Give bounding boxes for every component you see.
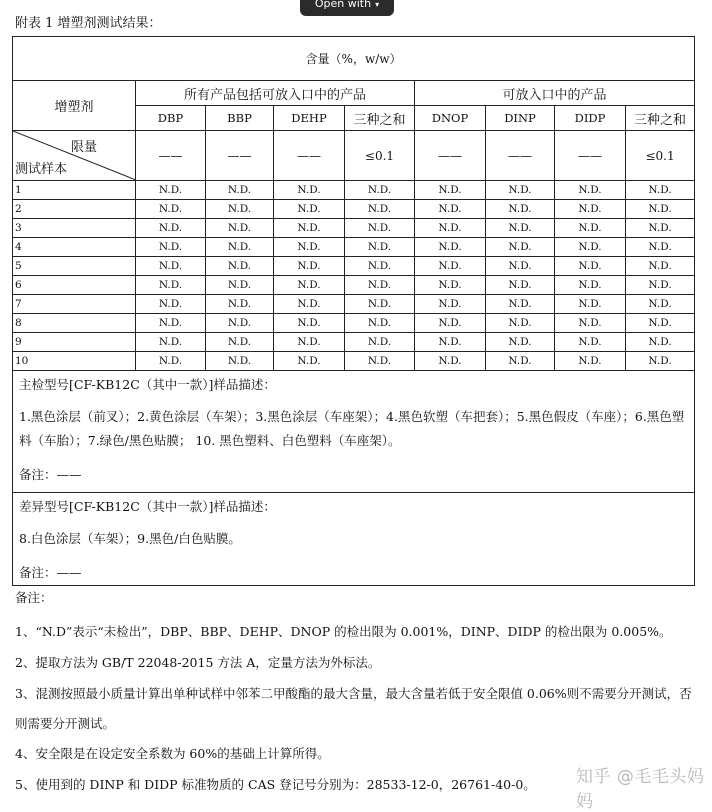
result-cell: N.D. [274, 276, 345, 295]
table-row [13, 352, 695, 371]
result-cell: N.D. [274, 352, 345, 371]
result-cell: N.D. [206, 257, 274, 276]
result-cell: N.D. [136, 276, 206, 295]
result-cell: N.D. [415, 333, 486, 352]
column-header: DEHP [274, 106, 345, 131]
result-cell: N.D. [206, 352, 274, 371]
result-cell: N.D. [345, 257, 415, 276]
limit-cell: ≤0.1 [626, 131, 695, 181]
result-cell: N.D. [136, 219, 206, 238]
result-cell: N.D. [345, 276, 415, 295]
result-cell: N.D. [415, 352, 486, 371]
limit-label: 限量 [70, 140, 97, 155]
result-cell: N.D. [345, 314, 415, 333]
result-cell: N.D. [345, 219, 415, 238]
result-cell: N.D. [345, 352, 415, 371]
table-row [13, 314, 695, 333]
result-cell: N.D. [555, 352, 626, 371]
column-header: DBP [136, 106, 206, 131]
limit-cell: —— [274, 131, 345, 181]
result-cell: N.D. [345, 200, 415, 219]
main-model-description [13, 371, 695, 493]
result-cell: N.D. [274, 181, 345, 200]
table-title: 含量（%，w/w） [13, 37, 695, 81]
limit-cell: —— [555, 131, 626, 181]
result-cell: N.D. [486, 238, 555, 257]
result-cell: N.D. [486, 276, 555, 295]
result-cell: N.D. [136, 238, 206, 257]
result-cell: N.D. [555, 238, 626, 257]
result-cell: N.D. [274, 333, 345, 352]
result-cell: N.D. [136, 257, 206, 276]
result-cell: N.D. [274, 238, 345, 257]
diff-model-title: 差异型号[CF-KB12C（其中一款）]样品描述： [19, 499, 276, 514]
result-cell: N.D. [555, 219, 626, 238]
test-sample-label: 测试样本 [15, 162, 68, 177]
result-cell: N.D. [206, 314, 274, 333]
plasticizer-results-table [12, 36, 695, 586]
result-cell: N.D. [345, 238, 415, 257]
result-cell: N.D. [136, 181, 206, 200]
open-with-button[interactable] [300, 0, 394, 16]
chevron-down-icon: ▾ [375, 0, 380, 9]
result-cell: N.D. [486, 181, 555, 200]
result-cell: N.D. [486, 219, 555, 238]
result-cell: N.D. [206, 295, 274, 314]
result-cell: N.D. [415, 238, 486, 257]
table-row [13, 238, 695, 257]
result-cell: N.D. [626, 181, 695, 200]
result-cell: N.D. [136, 295, 206, 314]
diff-model-note: 备注：—— [19, 565, 82, 580]
result-cell: N.D. [555, 257, 626, 276]
limit-cell: —— [206, 131, 274, 181]
column-header: DINP [486, 106, 555, 131]
result-cell: N.D. [206, 276, 274, 295]
result-cell: N.D. [555, 276, 626, 295]
result-cell: N.D. [206, 219, 274, 238]
result-cell: N.D. [626, 314, 695, 333]
table-row [13, 257, 695, 276]
sample-id: 7 [13, 295, 136, 314]
result-cell: N.D. [626, 352, 695, 371]
result-cell: N.D. [415, 219, 486, 238]
limit-cell: —— [136, 131, 206, 181]
result-cell: N.D. [626, 219, 695, 238]
limit-cell: —— [486, 131, 555, 181]
result-cell: N.D. [345, 333, 415, 352]
table-row [13, 333, 695, 352]
table-row [13, 200, 695, 219]
result-cell: N.D. [486, 352, 555, 371]
table-caption: 附表 1 增塑剂测试结果： [15, 16, 162, 31]
note-item: 1、“N.D”表示“未检出”，DBP、BBP、DEHP、DNOP 的检出限为 0.001%，DINP、DIDP 的检出限为 0.005%。 [15, 624, 672, 639]
result-cell: N.D. [555, 181, 626, 200]
column-header: 三种之和 [626, 106, 695, 131]
result-cell: N.D. [486, 333, 555, 352]
result-cell: N.D. [486, 200, 555, 219]
note-item: 4、安全限是在设定安全系数为 60%的基础上计算所得。 [15, 746, 330, 761]
result-cell: N.D. [206, 200, 274, 219]
column-header: DNOP [415, 106, 486, 131]
result-cell: N.D. [345, 295, 415, 314]
column-header: DIDP [555, 106, 626, 131]
result-cell: N.D. [555, 200, 626, 219]
result-cell: N.D. [136, 314, 206, 333]
result-cell: N.D. [415, 276, 486, 295]
sample-id: 5 [13, 257, 136, 276]
table-row [13, 295, 695, 314]
watermark: 知乎 @毛毛头妈妈 [576, 767, 705, 812]
result-cell: N.D. [626, 257, 695, 276]
result-cell: N.D. [415, 295, 486, 314]
sample-id: 3 [13, 219, 136, 238]
main-model-note: 备注：—— [19, 467, 82, 482]
sample-id: 1 [13, 181, 136, 200]
table-row [13, 219, 695, 238]
note-item: 5、使用到的 DINP 和 DIDP 标准物质的 CAS 登记号分别为：28533-12-0，26761-40-0。 [15, 777, 536, 792]
diff-model-items: 8.白色涂层（车架）；9.黑色/白色贴膜。 [19, 531, 241, 546]
group-header-mouth-products: 可放入口中的产品 [415, 81, 695, 106]
note-item: 2、提取方法为 GB/T 22048-2015 方法 A，定量方法为外标法。 [15, 655, 381, 670]
sample-id: 9 [13, 333, 136, 352]
column-header: 三种之和 [345, 106, 415, 131]
limit-cell: ≤0.1 [345, 131, 415, 181]
result-cell: N.D. [626, 200, 695, 219]
result-cell: N.D. [206, 238, 274, 257]
result-cell: N.D. [206, 333, 274, 352]
table-row [13, 181, 695, 200]
result-cell: N.D. [626, 333, 695, 352]
note-item: 3、混测按照最小质量计算出单种试样中邻苯二甲酸酯的最大含量，最大含量若低于安全限值 0.06%则不需要分开测试，否则需要分开测试。 [15, 686, 692, 731]
diff-model-description [13, 493, 695, 586]
result-cell: N.D. [206, 181, 274, 200]
result-cell: N.D. [626, 295, 695, 314]
result-cell: N.D. [415, 200, 486, 219]
result-cell: N.D. [486, 314, 555, 333]
sample-id: 4 [13, 238, 136, 257]
result-cell: N.D. [136, 333, 206, 352]
result-cell: N.D. [555, 333, 626, 352]
result-cell: N.D. [274, 219, 345, 238]
limit-cell: —— [415, 131, 486, 181]
plasticizer-header: 增塑剂 [13, 81, 136, 131]
group-header-all-products: 所有产品包括可放入口中的产品 [136, 81, 415, 106]
sample-id: 6 [13, 276, 136, 295]
open-with-label: Open with [314, 0, 372, 10]
result-cell: N.D. [136, 200, 206, 219]
result-cell: N.D. [136, 352, 206, 371]
result-cell: N.D. [415, 257, 486, 276]
sample-id: 10 [13, 352, 136, 371]
result-cell: N.D. [555, 314, 626, 333]
result-cell: N.D. [486, 257, 555, 276]
result-cell: N.D. [555, 295, 626, 314]
result-cell: N.D. [626, 238, 695, 257]
result-cell: N.D. [415, 181, 486, 200]
result-cell: N.D. [345, 181, 415, 200]
result-cell: N.D. [274, 295, 345, 314]
result-cell: N.D. [274, 314, 345, 333]
result-cell: N.D. [626, 276, 695, 295]
diagonal-header-cell [13, 131, 136, 181]
notes-heading: 备注： [15, 590, 53, 605]
table-row [13, 276, 695, 295]
result-cell: N.D. [274, 200, 345, 219]
main-model-items: 1.黑色涂层（前叉）；2.黄色涂层（车架）；3.黑色涂层（车座架）；4.黑色软塑（车把套）；5.黑色假皮（车座）；6.黑色塑料（车胎）；7.绿色/黑色贴膜； 10. 黑色塑料、白色塑料（车座架）。 [19, 409, 685, 448]
sample-id: 8 [13, 314, 136, 333]
column-header: BBP [206, 106, 274, 131]
result-cell: N.D. [415, 314, 486, 333]
result-cell: N.D. [486, 295, 555, 314]
sample-id: 2 [13, 200, 136, 219]
result-cell: N.D. [274, 257, 345, 276]
main-model-title: 主检型号[CF-KB12C（其中一款）]样品描述： [19, 377, 276, 392]
